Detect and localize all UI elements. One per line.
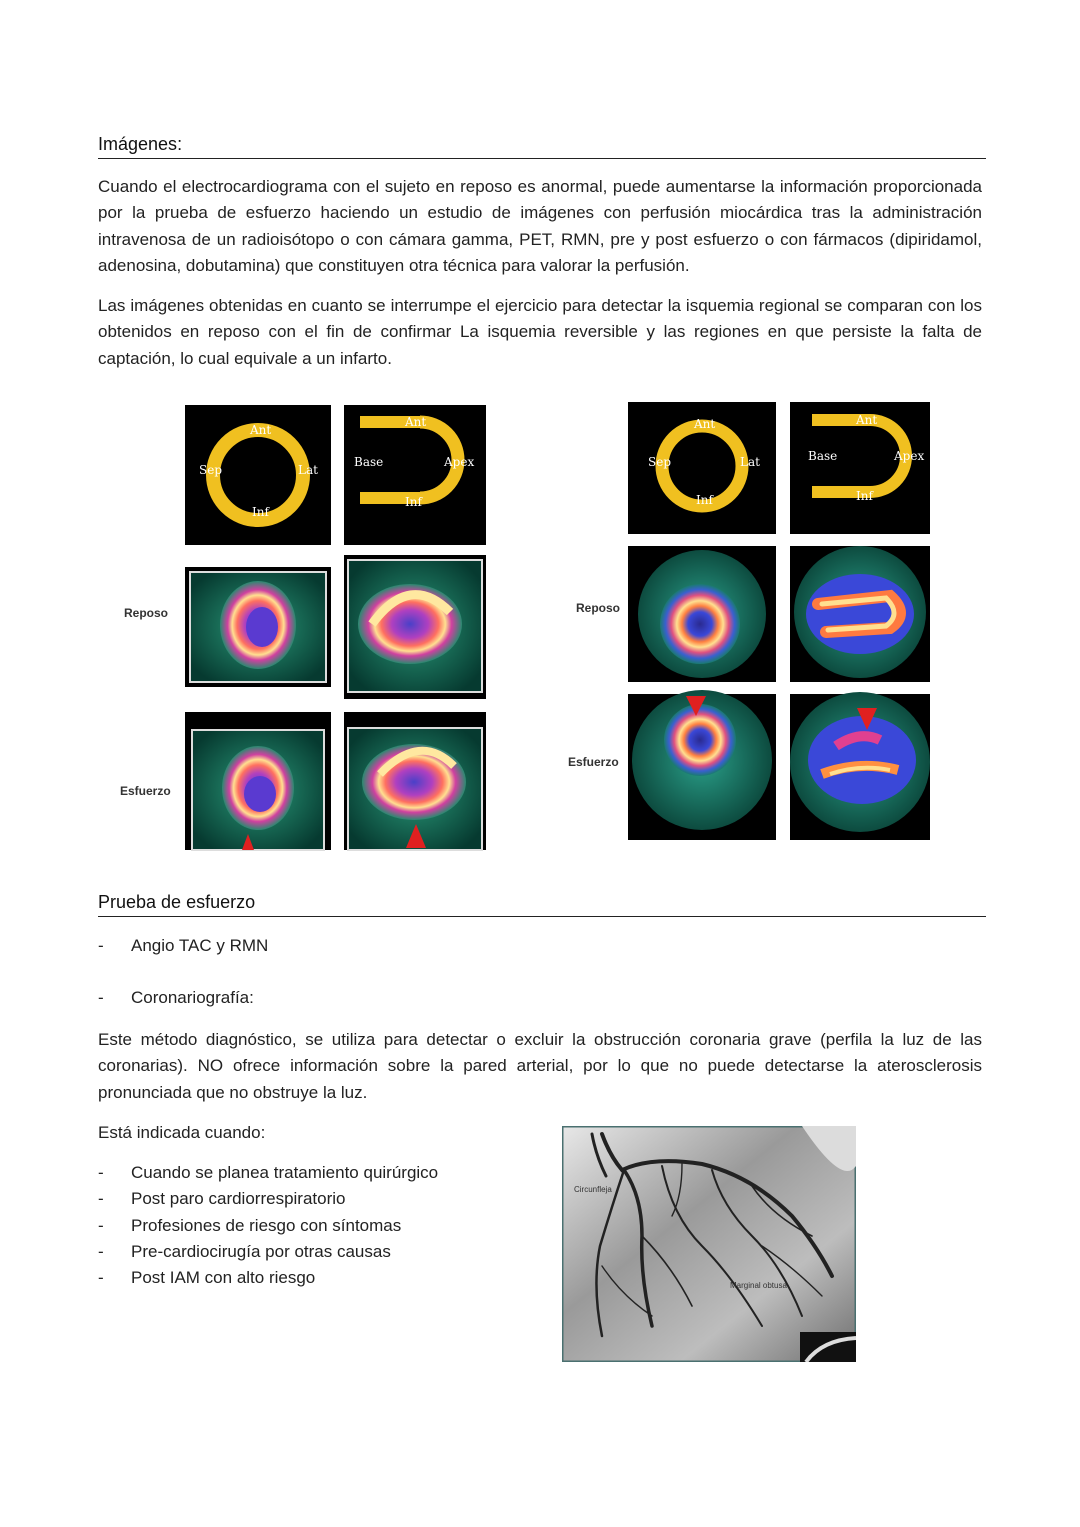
coronary-angiography-image [562, 1126, 856, 1362]
rest-label-left: Reposo [124, 606, 169, 620]
perfusion-figure-left [110, 402, 490, 852]
diagram-label-inf: Inf [252, 505, 269, 519]
paragraph-perfusion-intro: Cuando el electrocardiograma con el sujeto en reposo es anormal, puede aumentarse la información proporcionada por la prueba de esfuerzo haciendo un estudio de imágenes con perfusión miocárdica tras la administración intravenosa de un radioisótopo o con cámara gamma, PET, RMN, pre y post esfuerzo o con fármacos (dipiridamol, adenosina, dobutamina) que constituyen otra técnica para valorar la perfusión. [98, 177, 982, 275]
indications-intro: Está indicada cuando: [98, 1123, 266, 1142]
list-item: - Post paro cardiorrespiratorio [98, 1189, 346, 1208]
diagram-label-ant-2: Ant [405, 415, 427, 429]
diagram-label-ant-r2: Ant [856, 413, 878, 427]
diagram-label-inf-2: Inf [405, 495, 422, 509]
section-title-imagenes: Imágenes: [98, 132, 986, 159]
section-title-prueba-esfuerzo: Prueba de esfuerzo [98, 890, 986, 917]
list-item: - Pre-cardiocirugía por otras causas [98, 1242, 391, 1261]
diagram-label-inf-r: Inf [696, 493, 713, 507]
diagram-label-ant-r: Ant [694, 417, 716, 431]
list-item: - Cuando se planea tratamiento quirúrgico [98, 1163, 439, 1182]
diagram-label-apex: Apex [444, 455, 475, 469]
diagram-label-lat: Lat [298, 463, 318, 477]
stress-label-right: Esfuerzo [568, 755, 619, 769]
list-item: - Post IAM con alto riesgo [98, 1268, 316, 1287]
paragraph-coronariografia: Este método diagnóstico, se utiliza para detectar o excluir la obstrucción coronaria grave (perfila la luz de las coronarias). NO ofrece información sobre la pared arterial, por lo que no puede detectarse la aterosclerosis pronunciada que no obstruye la luz. [98, 1030, 982, 1102]
diagram-label-inf-r2: Inf [856, 489, 873, 503]
paragraph-perfusion-comparison: Las imágenes obtenidas en cuanto se interrumpe el ejercicio para detectar la isquemia regional se comparan con los obtenidos en reposo con el fin de confirmar La isquemia reversible y las regiones en que persiste la falta de captación, lo cual equivale a un infarto. [98, 296, 982, 368]
perfusion-figure-right [560, 400, 935, 842]
diagram-label-base: Base [354, 455, 384, 469]
list-item: - Angio TAC y RMN [98, 936, 269, 955]
angio-label-circunfleja: Circunfleja [574, 1185, 612, 1194]
diagram-label-sep: Sep [199, 463, 223, 477]
diagram-label-base-r: Base [808, 449, 838, 463]
angio-label-marginal-obtusa: Marginal obtusa [730, 1281, 787, 1290]
diagram-label-apex-r: Apex [894, 449, 925, 463]
diagram-label-sep-r: Sep [648, 455, 672, 469]
list-item: - Coronariografía: [98, 988, 254, 1007]
diagram-label-ant: Ant [250, 423, 272, 437]
rest-label-right: Reposo [576, 601, 621, 615]
list-item: - Profesiones de riesgo con síntomas [98, 1216, 402, 1235]
stress-label-left: Esfuerzo [120, 784, 171, 798]
diagram-label-lat-r: Lat [740, 455, 760, 469]
